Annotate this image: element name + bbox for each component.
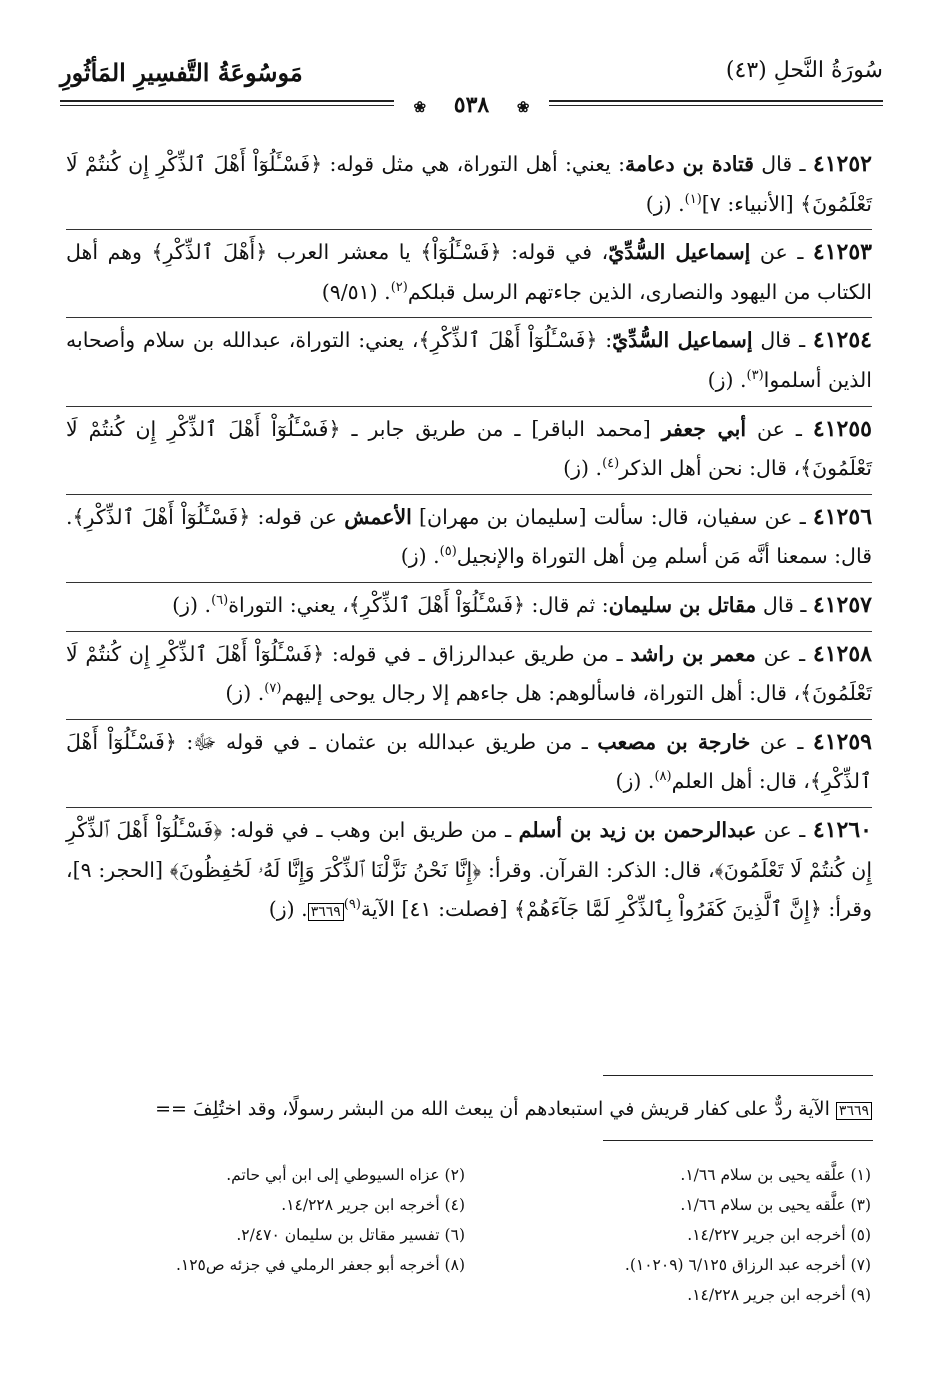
narration-text: [الحجر: ٩]، وقرأ: [66,857,872,922]
footnotes-right-column [625,1160,871,1310]
narration-text: . (ز) [400,544,440,569]
narration-entry [66,583,872,632]
footnotes-left-column [176,1160,465,1280]
book-title: مَوسُوعَةُ التَّفسِيرِ المَأثُورِ [60,58,303,87]
quran-quote: ﴿فَسْـَٔلُوٓاْ أَهْلَ ٱلذِّكْرِ إِن كُنتُمْ لَا تَعْلَمُونَ﴾ [66,416,872,481]
narration-text: وهم أهل الكتاب من اليهود والنصارى، الذين جاءتهم الرسل قبلكم [66,240,872,304]
narration-text: : ثم قال: [525,592,609,617]
narration-text: ، قال: أهل العلم [671,769,810,794]
narration-number: ٤١٢٥٨ [812,640,872,667]
commentary-separator [603,1075,873,1076]
footnote: (٣) علَّقه يحيى بن سلام ١/٦٦. [680,1196,871,1214]
commentary-ref-marker: ٣٦٦٩ [308,903,344,921]
narration-number: ٤١٢٥٤ [812,327,872,354]
narration-text: : [597,328,613,353]
narration-text: . قال: سمعنا أنَّه مَن أسلم مِن أهل التوراة والإنجيل [66,504,872,569]
narration-text: ـ من طريق عبدالرزاق ـ في قوله: [324,641,631,666]
narration-text: ، قال: الذكر: القرآن. وقرأ: [481,857,715,882]
narration-text: ـ عن [755,641,813,666]
quran-quote: ﴿فَسْـَٔلُوٓاْ أَهْلَ ٱلذِّكْرِ﴾ [66,729,872,794]
narrator-name: معمر بن راشد [630,641,756,666]
narration-number: ٤١٢٥٥ [812,415,872,442]
narration-text: ـ من طريق ابن وهب ـ في قوله: [222,817,519,842]
footnote-marker: (٦) [211,593,229,609]
narration-text: ـ قال [756,592,813,617]
narration-text: ، في قوله: [501,240,609,265]
narration-text: ، قال: نحن أهل الذكر [619,456,801,481]
narration-entry [66,318,872,406]
narration-text: يا معشر العرب [267,240,421,265]
narrations-body [66,142,872,935]
quran-quote: ﴿فَسْـَٔلُوٓاْ أَهْلَ ٱلذِّكْرِ﴾ [418,328,598,353]
narration-entry [66,495,872,583]
narration-entry [66,230,872,318]
ornament-icon: ❀ [507,98,540,116]
narration-text: ـ عن [750,240,813,265]
footnote: (٢) عزاه السيوطي إلى ابن أبي حاتم. [226,1166,465,1184]
narrator-name: الأعمش [344,504,412,529]
narration-number: ٤١٢٥٩ [812,728,872,755]
narrator-name: قتادة بن دعامة [625,152,754,176]
quran-quote: ﴿إِنَّ ٱلَّذِينَ كَفَرُواْ بِٱلذِّكْرِ لَمَّا جَآءَهُمْ﴾ [513,897,822,922]
footnote: (٦) تفسير مقاتل بن سليمان ٢/٤٧٠. [236,1226,465,1244]
narration-number: ٤١٢٥٧ [812,591,872,618]
footnote-marker: (٤) [602,456,620,472]
commentary [62,1094,872,1124]
quran-quote: ﴿فَسْـَٔلُوٓاْ﴾ [420,240,502,265]
narration-text: عن قوله: [250,504,345,529]
narration-entry [66,407,872,495]
footnote-marker: (٨) [654,769,672,785]
footnote: (٤) أخرجه ابن جرير ١٤/٢٢٨. [281,1196,465,1214]
page-number: ٥٣٨ [444,92,499,118]
narration-text: ـ عن [746,416,813,441]
narration-text: ـ قال [753,152,813,176]
footnote: (٥) أخرجه ابن جرير ١٤/٢٢٧. [687,1226,871,1244]
surah-title: سُورَةُ النَّحلِ (٤٣) [725,58,883,83]
narration-text: ـ من طريق عبدالله بن عثمان ـ في قوله ﷻ: [176,729,598,754]
narration-number: ٤١٢٦٠ [812,816,872,843]
narration-text: . (ز) [268,897,308,922]
footnote-marker: (٣) [746,368,764,384]
narration-text: ـ عن [750,729,813,754]
commentary-ref: ٣٦٦٩ [836,1102,872,1120]
footnote: (٩) أخرجه ابن جرير ١٤/٢٢٨. [687,1286,871,1304]
footnote: (٧) أخرجه عبد الرزاق ٦/١٢٥ (١٠٢٠٩). [624,1256,871,1274]
narration-text: . (ز) [645,191,685,216]
narration-text: . (ز) [707,367,747,392]
narrator-name: إسماعيل السُّدِّيّ [612,328,753,353]
narration-text: . (ز) [225,681,265,706]
narrator-name: أبي جعفر [661,416,747,441]
narration-text: . (ز) [172,592,212,617]
narration-text: . (ز) [615,769,655,794]
quran-quote: ﴿فَسْـَٔلُوٓاْ أَهْلَ ٱلذِّكْرِ إِن كُنتُمْ لَا تَعْلَمُونَ﴾ [66,641,872,706]
narrator-name: إسماعيل السُّدِّيّ [608,240,751,265]
narration-text: ، يعني: التوراة [228,592,349,617]
narration-text: [فصلت: ٤١] الآية [360,897,514,922]
narration-text: [محمد الباقر] ـ من طريق جابر ـ [340,416,662,441]
quran-quote: ﴿فَسْـَٔلُوٓاْ أَهْلَ ٱلذِّكْرِ إِن كُنتُمْ لَا تَعْلَمُونَ﴾ [66,817,873,882]
narration-text: . (٩/٥١) [321,279,391,304]
page-number-row [0,92,943,118]
quran-quote: ﴿فَسْـَٔلُوٓاْ أَهْلَ ٱلذِّكْرِ﴾ [348,592,526,617]
quran-quote: ﴿فَسْـَٔلُوٓاْ أَهْلَ ٱلذِّكْرِ إِن كُنتُمْ لَا تَعْلَمُونَ﴾ [66,152,872,216]
narrator-name: مقاتل بن سليمان [608,592,757,617]
narration-text: ـ عن [756,817,813,842]
narration-entry [66,142,872,230]
footnote-marker: (٧) [264,681,282,697]
narration-number: ٤١٢٥٢ [812,151,872,177]
narration-text: [الأنبياء: ٧] [701,191,801,216]
footnote-marker: (٩) [343,897,361,913]
footnote-separator [603,1140,873,1141]
narration-text: : يعني: أهل التوراة، هي مثل قوله: [322,152,626,176]
quran-quote: ﴿إِنَّا نَحْنُ نَزَّلْنَا ٱلذِّكْرَ وَإِنَّا لَهُۥ لَحَٰفِظُونَ﴾ [169,857,482,882]
narration-number: ٤١٢٥٣ [812,239,872,266]
footnote-marker: (١) [684,191,702,207]
commentary-text: الآية ردٌّ على كفار قريش في استبعادهم أن يبعث الله من البشر رسولًا، وقد اختُلِفَ == [155,1098,836,1120]
narration-entry [66,632,872,720]
ornament-icon: ❀ [404,98,437,116]
quran-quote: ﴿فَسْـَٔلُوٓاْ أَهْلَ ٱلذِّكْرِ﴾ [72,504,251,529]
narration-text: ، يعني: التوراة، عبدالله بن سلام وأصحابه الذين أسلموا [66,328,872,392]
narration-entry [66,808,872,935]
footnote: (١) علَّقه يحيى بن سلام ١/٦٦. [680,1166,871,1184]
narration-number: ٤١٢٥٦ [812,503,873,530]
narration-entry [66,720,872,808]
narration-text: ـ عن سفيان، قال: سألت [سليمان بن مهران] [411,504,813,529]
footnote-marker: (٢) [390,279,408,295]
narrator-name: خارجة بن مصعب [597,729,751,754]
narration-text: ، قال: أهل التوراة، فاسألوهم: هل جاءهم إلا رجال يوحى إليهم [281,681,801,706]
footnote-marker: (٥) [439,544,457,560]
footnote: (٨) أخرجه أبو جعفر الرملي في جزئه ص١٢٥. [175,1256,465,1274]
narration-text: ـ قال [752,328,813,353]
quran-quote: ﴿أَهْلَ ٱلذِّكْرِ﴾ [151,240,268,265]
narrator-name: عبدالرحمن بن زيد بن أسلم [518,817,757,842]
narration-text: . (ز) [563,456,603,481]
